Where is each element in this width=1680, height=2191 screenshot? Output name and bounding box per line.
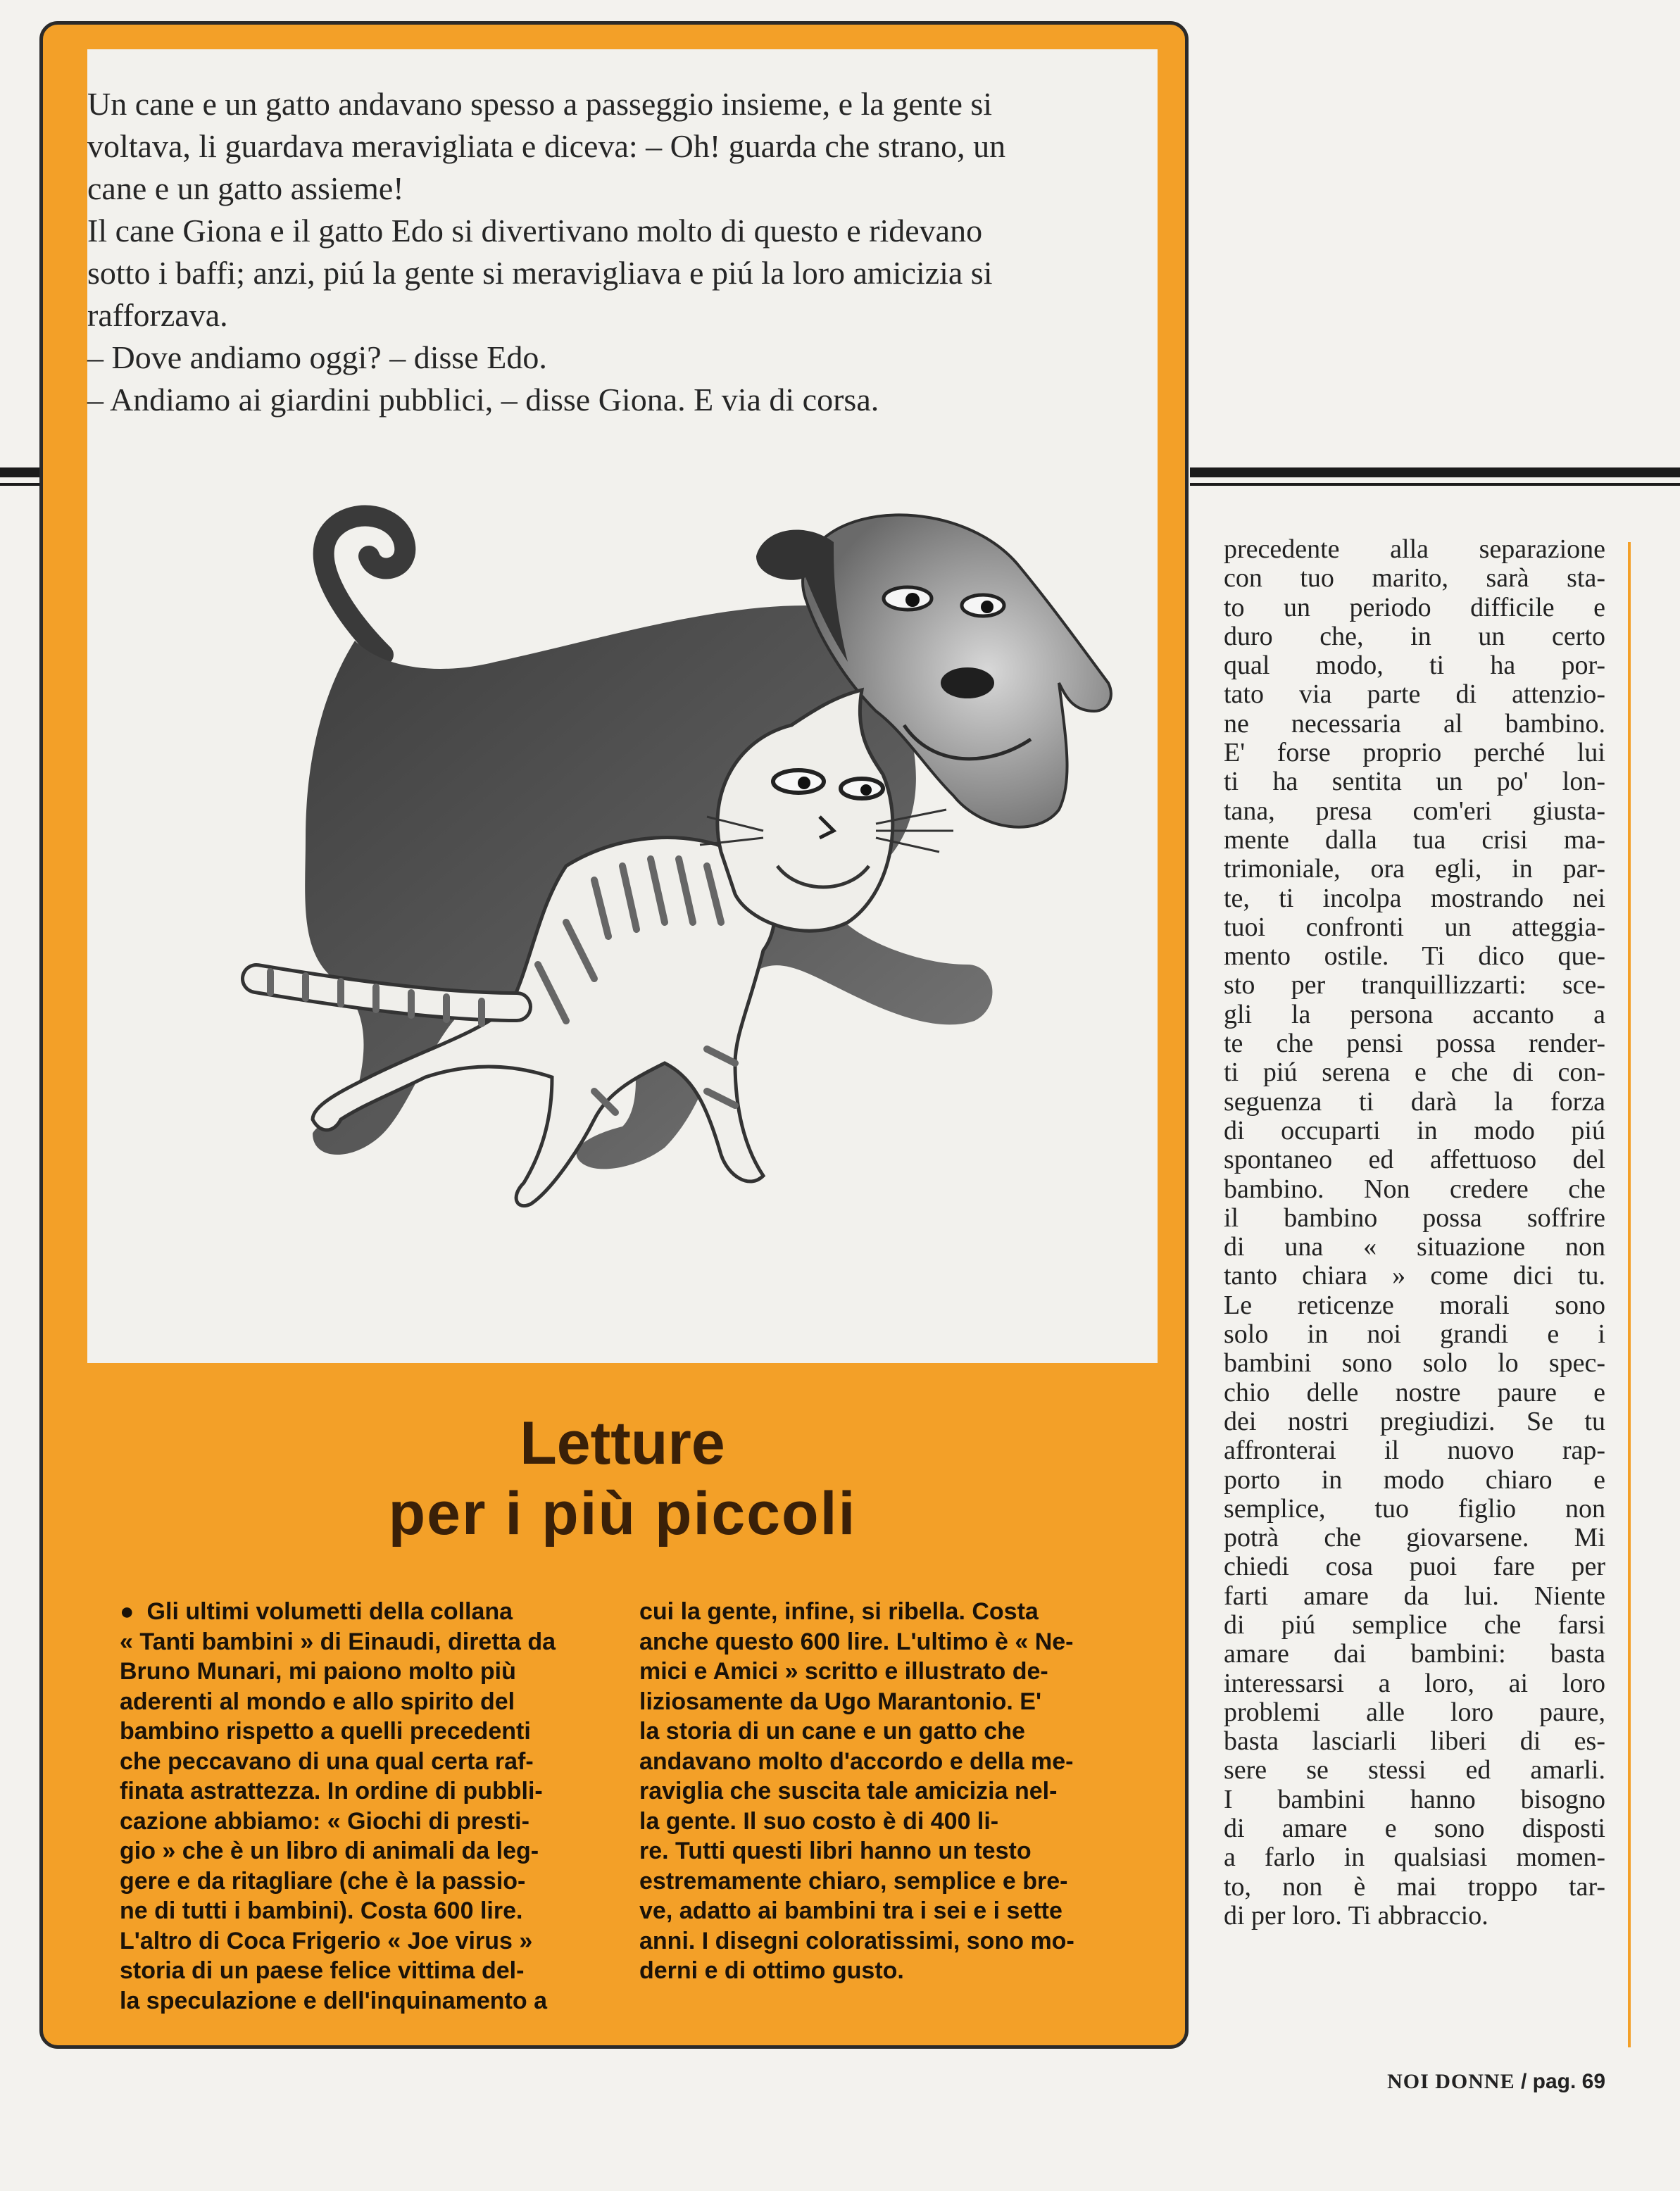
story-line: Il cane Giona e il gatto Edo si divertivano molto di questo e ridevano	[87, 213, 983, 249]
article-line: estremamente chiaro, semplice e bre-	[639, 1867, 1068, 1895]
letter-line: qual modo, ti ha por-	[1224, 651, 1605, 681]
letter-line: bambino. Non credere che	[1224, 1174, 1605, 1204]
letter-line: sere se stessi ed amarli.	[1224, 1755, 1605, 1785]
story-box	[87, 49, 1158, 1363]
story-text	[87, 83, 1158, 421]
story-line: sotto i baffi; anzi, piú la gente si meravigliava e piú la loro amicizia si	[87, 255, 993, 291]
article-line: « Tanti bambini » di Einaudi, diretta da	[120, 1628, 556, 1655]
letter-line: I bambini hanno bisogno	[1224, 1784, 1605, 1814]
article-line: bambino rispetto a quelli precedenti	[120, 1718, 531, 1745]
letter-line: tuoi confronti un atteggia-	[1224, 912, 1605, 942]
letter-reply-column	[1224, 535, 1605, 1931]
title-line-1: Letture	[520, 1410, 725, 1477]
letter-line: interessarsi a loro, ai loro	[1224, 1668, 1605, 1698]
letter-line: problemi alle loro paure,	[1224, 1697, 1605, 1727]
letter-line: seguenza ti darà la forza	[1224, 1086, 1605, 1117]
article-line: mici e Amici » scritto e illustrato de-	[639, 1658, 1048, 1685]
letter-line: tana, presa com'eri giusta-	[1224, 796, 1605, 826]
article-line: storia di un paese felice vittima del-	[120, 1957, 525, 1984]
article-line: la speculazione e dell'inquinamento a	[120, 1987, 548, 2014]
letter-line: ti piú serena e che di con-	[1224, 1057, 1605, 1088]
letter-line: con tuo marito, sarà sta-	[1224, 563, 1605, 594]
story-line: cane e un gatto assieme!	[87, 170, 404, 206]
letter-line: to un periodo difficile e	[1224, 592, 1605, 622]
letter-line: di per loro. Ti abbraccio.	[1224, 1900, 1488, 1931]
article-line: derni e di ottimo gusto.	[639, 1957, 904, 1984]
article-line-text: Gli ultimi volumetti della collana	[146, 1598, 513, 1625]
letter-line: te che pensi possa render-	[1224, 1029, 1605, 1059]
page-number: pag. 69	[1532, 2070, 1605, 2093]
letter-line: te, ti incolpa mostrando nei	[1224, 883, 1605, 913]
letter-line: il bambino possa soffrire	[1224, 1203, 1605, 1233]
article-line: andavano molto d'accordo e della me-	[639, 1747, 1074, 1775]
article-column-left	[120, 1597, 627, 2016]
letter-line: precedente alla separazione	[1224, 534, 1605, 564]
letter-line: Le reticenze morali sono	[1224, 1290, 1605, 1320]
article-line: gere e da ritagliare (che è la passio-	[120, 1867, 526, 1895]
story-line: voltava, li guardava meravigliata e diceva: – Oh! guarda che strano, un	[87, 128, 1006, 164]
page-footer	[1338, 2070, 1605, 2094]
story-line: – Andiamo ai giardini pubblici, – disse Giona. E via di corsa.	[87, 382, 879, 418]
article-line: ve, adatto ai bambini tra i sei e i sette	[639, 1897, 1062, 1924]
article-line: Bruno Munari, mi paiono molto più	[120, 1658, 516, 1685]
letter-line: solo in noi grandi e i	[1224, 1319, 1605, 1350]
article-line: ne di tutti i bambini). Costa 600 lire.	[120, 1897, 523, 1924]
top-rule-left-thin	[0, 483, 39, 486]
letter-line: a farlo in qualsiasi momen-	[1224, 1842, 1605, 1873]
article-line: finata astrattezza. In ordine di pubbli-	[120, 1778, 543, 1804]
article-line: raviglia che suscita tale amicizia nel-	[639, 1778, 1058, 1804]
letter-line: porto in modo chiaro e	[1224, 1464, 1605, 1495]
footer-separator: /	[1520, 2070, 1527, 2093]
letter-line: mento ostile. Ti dico que-	[1224, 941, 1605, 972]
letter-line: sto per tranquillizzarti: sce-	[1224, 970, 1605, 1000]
letter-line: ti ha sentita un po' lon-	[1224, 767, 1605, 797]
article-title	[87, 1408, 1158, 1549]
top-rule-right	[1190, 467, 1680, 477]
letter-line: duro che, in un certo	[1224, 621, 1605, 651]
letter-line: gli la persona accanto a	[1224, 999, 1605, 1029]
letter-line: chio delle nostre paure e	[1224, 1377, 1605, 1407]
letter-line: di amare e sono disposti	[1224, 1814, 1605, 1844]
article-line: L'altro di Coca Frigerio « Joe virus »	[120, 1927, 533, 1954]
article-column-middle	[639, 1597, 1146, 1986]
letter-line: dei nostri pregiudizi. Se tu	[1224, 1406, 1605, 1436]
column-divider	[1628, 542, 1631, 2047]
story-line: – Dove andiamo oggi? – disse Edo.	[87, 339, 547, 375]
letter-line: trimoniale, ora egli, in par-	[1224, 854, 1605, 884]
letter-line: basta lasciarli liberi di es-	[1224, 1726, 1605, 1757]
story-line: Un cane e un gatto andavano spesso a passeggio insieme, e la gente si	[87, 86, 993, 122]
article-line: aderenti al mondo e allo spirito del	[120, 1688, 515, 1715]
letter-line: tanto chiara » come dici tu.	[1224, 1261, 1605, 1291]
letter-line: semplice, tuo figlio non	[1224, 1493, 1605, 1524]
bullet-icon: ●	[120, 1598, 134, 1625]
letter-line: potrà che giovarsene. Mi	[1224, 1523, 1605, 1553]
letter-line: di occuparti in modo piú	[1224, 1115, 1605, 1145]
letter-line: di una « situazione non	[1224, 1232, 1605, 1262]
article-line: cui la gente, infine, si ribella. Costa	[639, 1598, 1039, 1625]
letter-line: to, non è mai troppo tar-	[1224, 1871, 1605, 1902]
letter-line: bambini sono solo lo spec-	[1224, 1348, 1605, 1379]
letter-line: farti amare da lui. Niente	[1224, 1581, 1605, 1611]
article-line: la storia di un cane e un gatto che	[639, 1718, 1025, 1745]
dog-and-cat-illustration	[200, 500, 1143, 1288]
letter-line: mente dalla tua crisi ma-	[1224, 824, 1605, 855]
top-rule-right-thin	[1190, 483, 1680, 486]
title-line-2: per i più piccoli	[388, 1480, 857, 1547]
letter-line: amare dai bambini: basta	[1224, 1639, 1605, 1669]
letter-line: ne necessaria al bambino.	[1224, 708, 1605, 739]
article-line: re. Tutti questi libri hanno un testo	[639, 1838, 1032, 1864]
article-line: la gente. Il suo costo è di 400 li-	[639, 1807, 999, 1835]
article-line: anni. I disegni coloratissimi, sono mo-	[639, 1927, 1074, 1954]
article-line: cazione abbiamo: « Giochi di presti-	[120, 1807, 529, 1835]
magazine-name: NOI DONNE	[1387, 2070, 1515, 2093]
letter-line: E' forse proprio perché lui	[1224, 738, 1605, 768]
article-line: gio » che è un libro di animali da leg-	[120, 1838, 539, 1864]
letter-line: di piú semplice che farsi	[1224, 1609, 1605, 1640]
letter-line: tato via parte di attenzio-	[1224, 679, 1605, 710]
story-line: rafforzava.	[87, 297, 228, 333]
letter-line: spontaneo ed affettuoso del	[1224, 1145, 1605, 1175]
letter-line: chiedi cosa puoi fare per	[1224, 1552, 1605, 1582]
article-line: anche questo 600 lire. L'ultimo è « Ne-	[639, 1628, 1074, 1655]
article-line	[120, 1597, 627, 1627]
article-line: liziosamente da Ugo Marantonio. E'	[639, 1688, 1042, 1715]
top-rule-left	[0, 467, 39, 477]
letter-line: affronterai il nuovo rap-	[1224, 1436, 1605, 1466]
article-line: che peccavano di una qual certa raf-	[120, 1747, 534, 1775]
